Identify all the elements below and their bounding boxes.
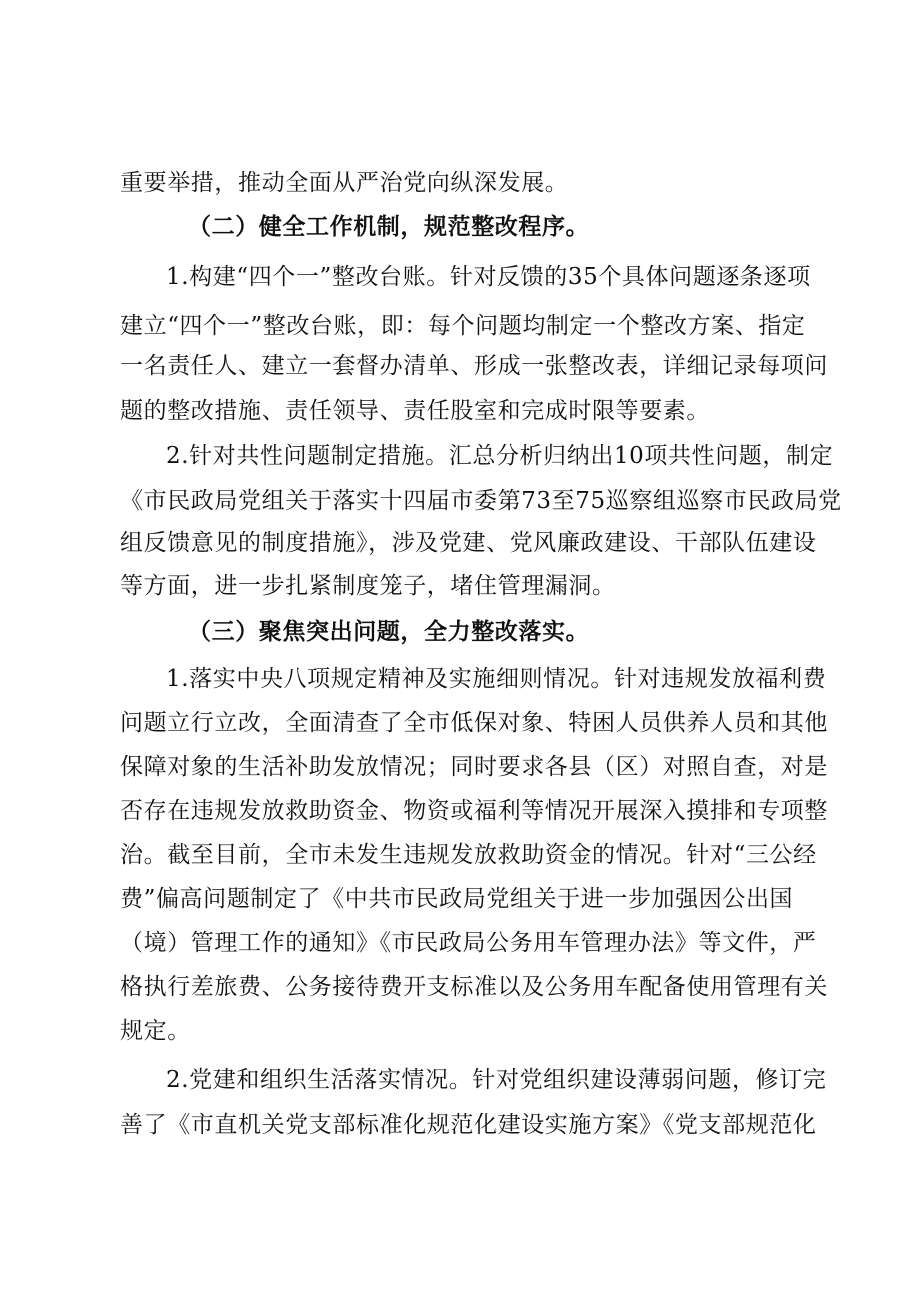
item-3-1-line: 费”偏高问题制定了《中共市民政局党组关于进一步加强因公出国 bbox=[120, 886, 794, 912]
item-3-1-line: 规定。 bbox=[120, 1018, 191, 1044]
item-2-2-line: 组反馈意见的制度措施》，涉及党建、党风廉政建设、干部队伍建设 bbox=[120, 530, 817, 556]
item-2-1-first-line: 1.构建“四个一”整改台账。针对反馈的35个具体问题逐条逐项 bbox=[166, 264, 811, 290]
item-2-2-line: 《市民政局党组关于落实十四届市委第73至75巡察组巡察市民政局党 bbox=[120, 488, 842, 514]
item-3-1-line: 保障对象的生活补助发放情况；同时要求各县（区）对照自查，对是 bbox=[120, 754, 828, 780]
item-3-1-line: 否存在违规发放救助资金、物资或福利等情况开展深入摸排和专项整 bbox=[120, 798, 828, 824]
item-3-1-line: （境）管理工作的通知》《市民政局公务用车管理办法》等文件，严 bbox=[120, 930, 817, 956]
item-2-1-line: 一名责任人、建立一套督办清单、形成一张整改表，详细记录每项问 bbox=[120, 353, 828, 379]
item-2-2-line: 等方面，进一步扎紧制度笼子，堵住管理漏洞。 bbox=[120, 573, 616, 599]
paragraph-continuation-line: 重要举措，推动全面从严治党向纵深发展。 bbox=[120, 170, 569, 196]
item-3-1-line: 问题立行立改，全面清查了全市低保对象、特困人员供养人员和其他 bbox=[120, 710, 828, 736]
item-3-2-line: 善了《市直机关党支部标准化规范化建设实施方案》《党支部规范化 bbox=[120, 1112, 817, 1138]
item-3-1-first-line: 1.落实中央八项规定精神及实施细则情况。针对违规发放福利费 bbox=[166, 666, 827, 692]
item-2-2-first-line: 2.针对共性问题制定措施。汇总分析归纳出10项共性问题，制定 bbox=[166, 443, 834, 469]
item-2-1-line: 题的整改措施、责任领导、责任股室和完成时限等要素。 bbox=[120, 398, 710, 424]
item-3-2-first-line: 2.党建和组织生活落实情况。针对党组织建设薄弱问题，修订完 bbox=[166, 1067, 827, 1093]
section-heading-2: （二）健全工作机制，规范整改程序。 bbox=[188, 213, 590, 240]
item-2-1-line: 建立“四个一”整改台账，即：每个问题均制定一个整改方案、指定 bbox=[120, 313, 806, 339]
item-3-1-line: 治。截至目前，全市未发生违规发放救助资金的情况。针对“三公经 bbox=[120, 842, 817, 868]
section-heading-3: （三）聚焦突出问题，全力整改落实。 bbox=[188, 618, 590, 645]
item-3-1-line: 格执行差旅费、公务接待费开支标准以及公务用车配备使用管理有关 bbox=[120, 974, 828, 1000]
